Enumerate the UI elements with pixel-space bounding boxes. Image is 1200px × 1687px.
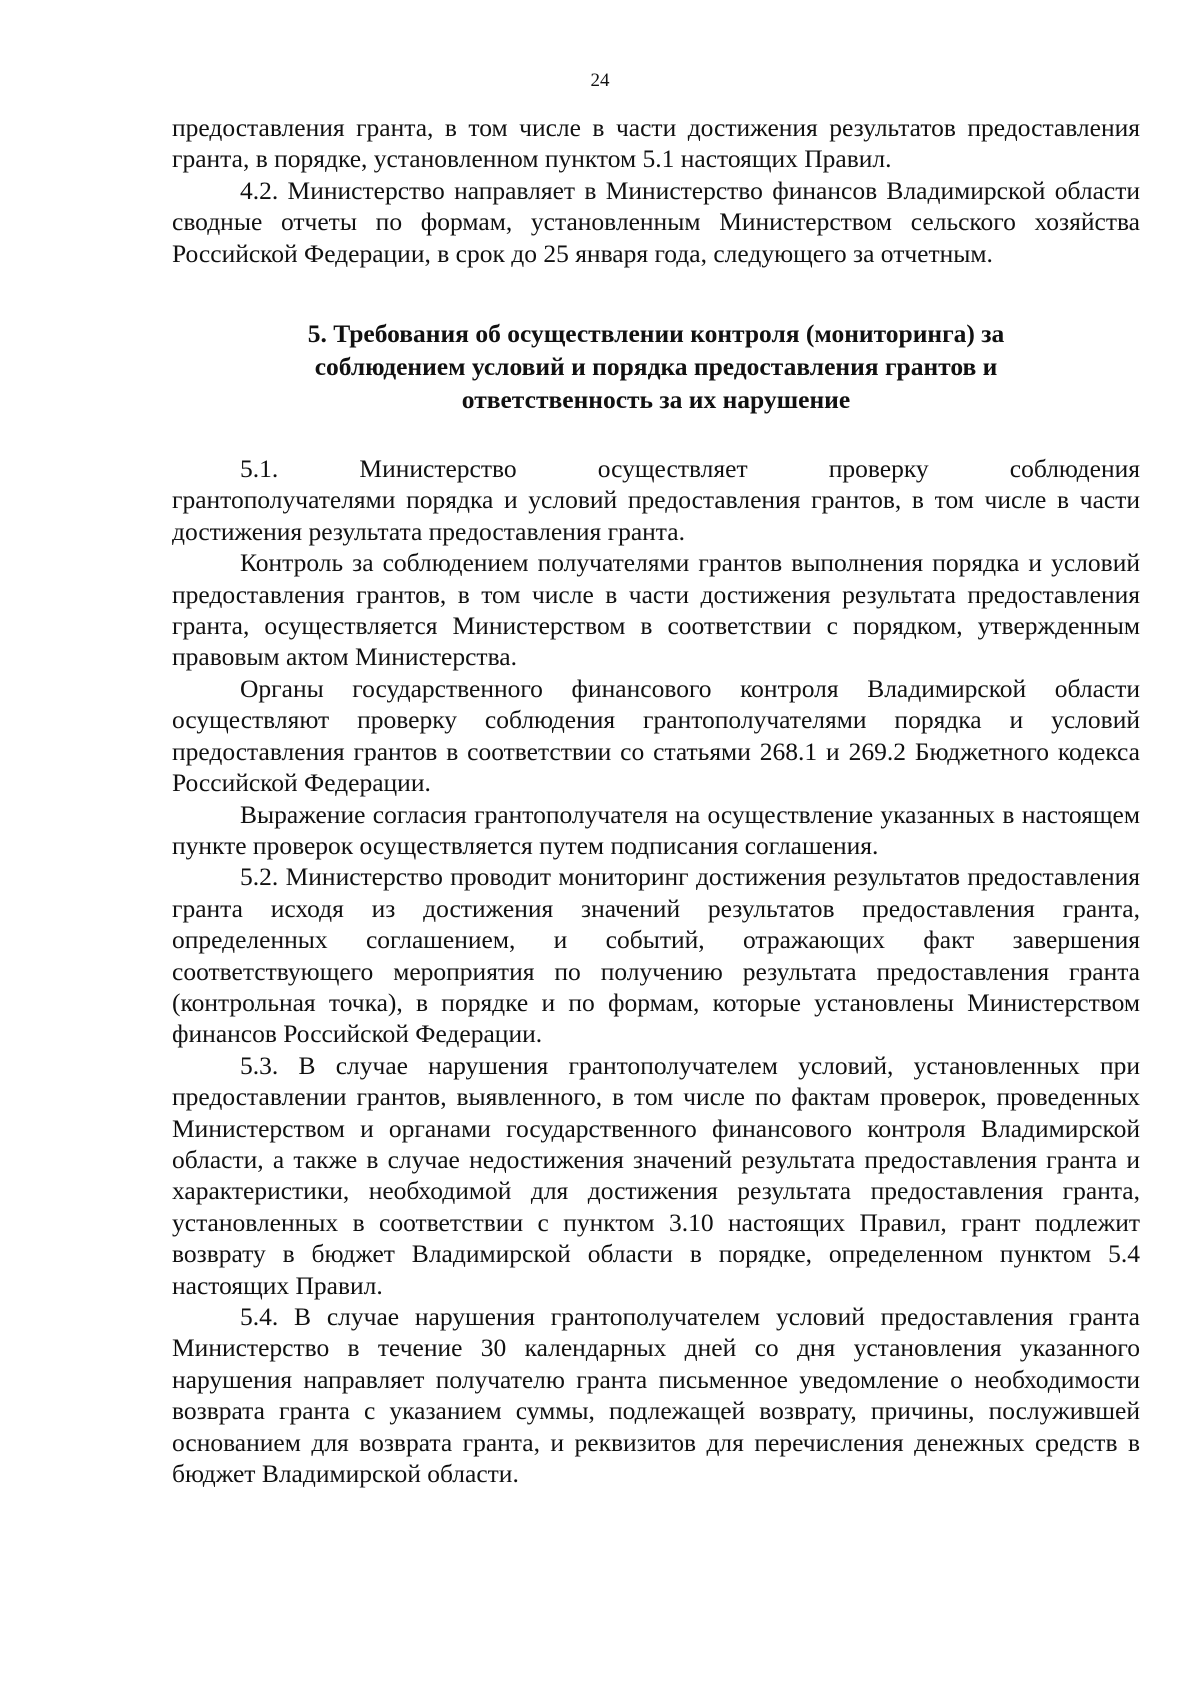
paragraph-financial-control-bodies: Органы государственного финансового контроля Владимирской области осуществляют проверку соблюдения грантополучателями порядка и условий предоставления грантов в соответствии со статьями 268.1 и 269.2 Бюджетного кодекса Российской Федерации.	[172, 673, 1140, 798]
paragraph-5-1-word: осуществляет	[597, 454, 748, 484]
paragraph-5-1-word: Министерство	[359, 454, 517, 484]
paragraph-control: Контроль за соблюдением получателями грантов выполнения порядка и условий предоставления грантов, в том числе в части достижения результата предоставления гранта, осуществляется Министерством в соответствии с порядком, утвержденным правовым актом Министерства.	[172, 548, 1140, 672]
section-5-heading	[172, 317, 1140, 416]
section-5-heading-line-1: 5. Требования об осуществлении контроля (мониторинга) за	[307, 319, 1005, 349]
paragraph-5-1-first-line	[172, 453, 1140, 484]
continuation-paragraph: предоставления гранта, в том числе в части достижения результатов предоставления гранта, в порядке, установленном пунктом 5.1 настоящих Правил.	[172, 113, 1140, 174]
paragraph-5-2: 5.2. Министерство проводит мониторинг достижения результатов предоставления гранта исходя из достижения значений результатов предоставления гранта, определенных соглашением, и событий, отражающих факт завершения соответствующего мероприятия по получению результата предоставления гранта (контрольная точка), в порядке и по формам, которые установлены Министерством финансов Российской Федерации.	[172, 862, 1140, 1049]
paragraph-5-1-word: проверку	[828, 454, 929, 484]
paragraph-consent: Выражение согласия грантополучателя на осуществление указанных в настоящем пункте проверок осуществляется путем подписания соглашения.	[172, 799, 1140, 860]
section-5-heading-line-2: соблюдением условий и порядка предоставления грантов и	[314, 352, 998, 382]
paragraph-4-2: 4.2. Министерство направляет в Министерство финансов Владимирской области сводные отчеты по формам, установленным Министерством сельского хозяйства Российской Федерации, в срок до 25 января года, следующего за отчетным.	[172, 175, 1140, 268]
page-number: 24	[590, 70, 610, 91]
document-body	[172, 112, 1140, 1489]
paragraph-5-3: 5.3. В случае нарушения грантополучателем условий, установленных при предоставлении грантов, выявленного, в том числе по фактам проверок, проведенных Министерством и органами государственного финансового контроля Владимирской области, а также в случае недостижения значений результата предоставления гранта и характеристики, необходимой для достижения результата предоставления гранта, установленных в соответствии с пунктом 3.10 настоящих Правил, грант подлежит возврату в бюджет Владимирской области в порядке, определенном пунктом 5.4 настоящих Правил.	[172, 1050, 1140, 1300]
paragraph-5-4: 5.4. В случае нарушения грантополучателем условий предоставления гранта Министерство в течение 30 календарных дней со дня установления указанного нарушения направляет получателю гранта письменное уведомление о необходимости возврата гранта с указанием суммы, подлежащей возврату, причины, послужившей основанием для возврата гранта, и реквизитов для перечисления денежных средств в бюджет Владимирской области.	[172, 1302, 1140, 1489]
section-5-heading-line-3: ответственность за их нарушение	[461, 385, 851, 415]
paragraph-5-1-word: соблюдения	[1009, 454, 1140, 484]
paragraph-5-1-continuation: грантополучателями порядка и условий предоставления грантов, в том числе в части достижения результата предоставления гранта.	[172, 485, 1140, 546]
paragraph-5-1-word: 5.1.	[240, 454, 279, 484]
